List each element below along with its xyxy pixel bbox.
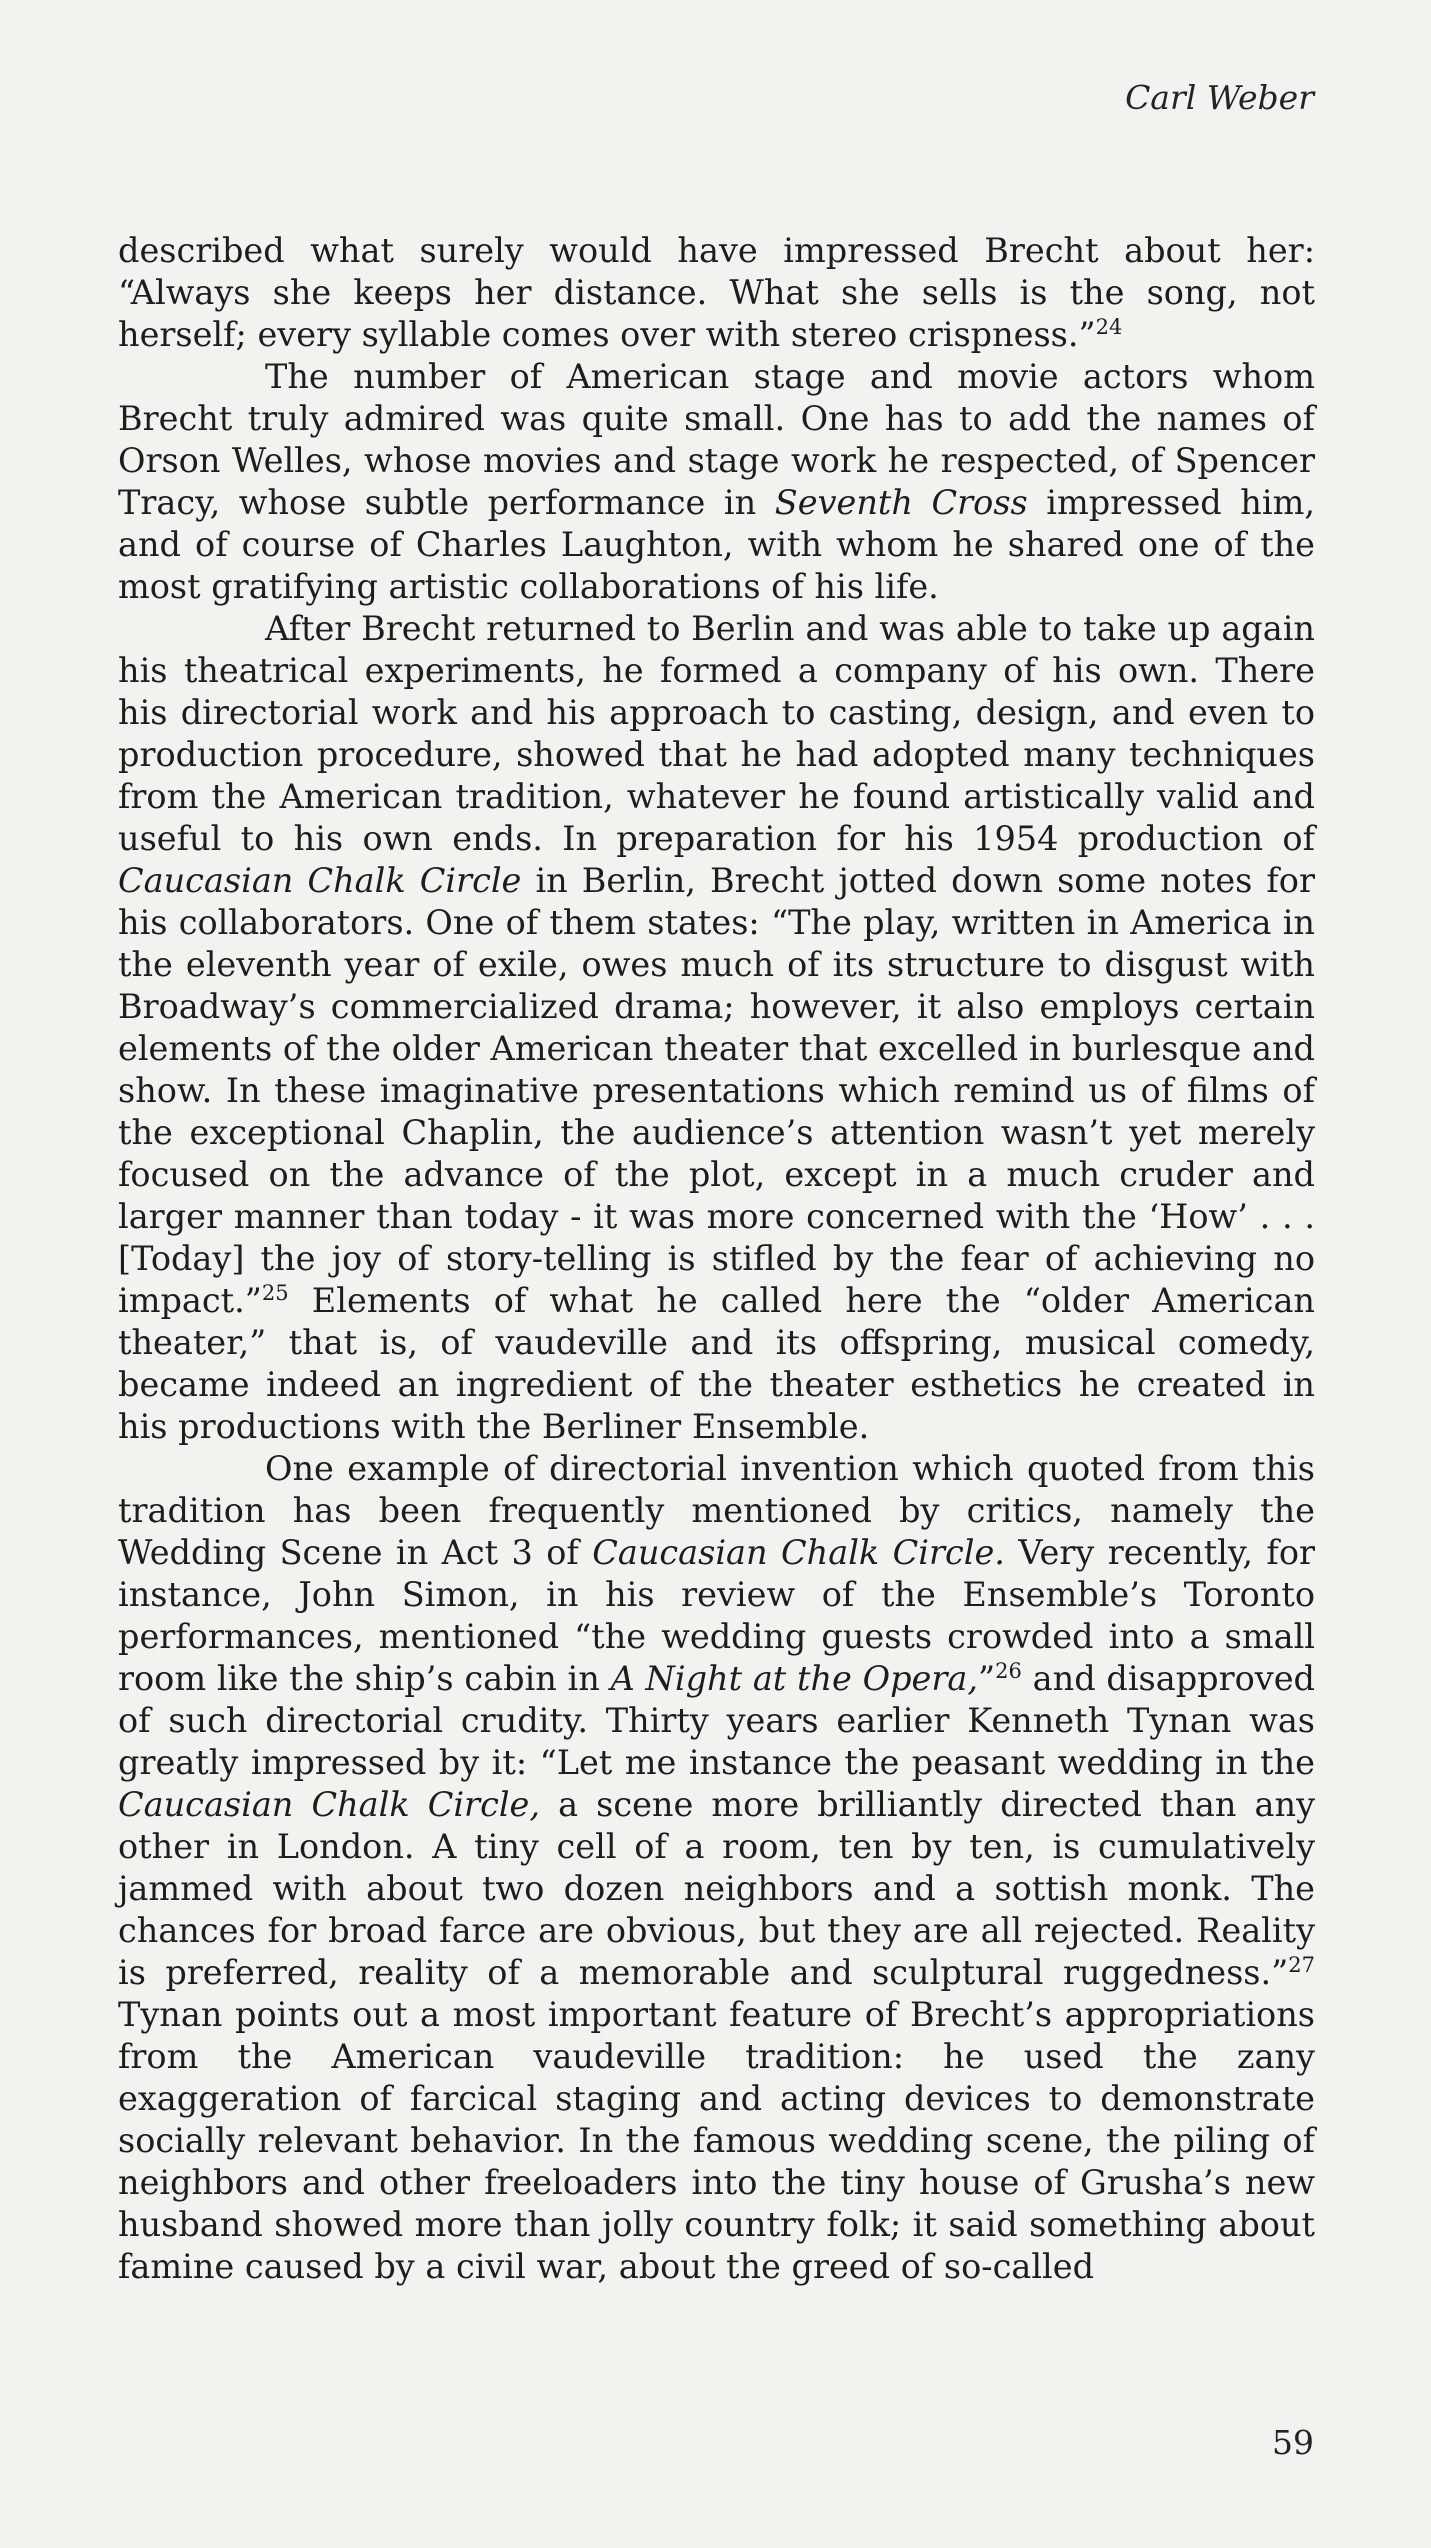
paragraph [118,608,1315,1448]
text-segment: One example of directorial invention which quoted from this tradition has been frequently mentioned by critics, namely the Wedding Scene in Act 3 of [118,1449,1315,1572]
text-segment: in Berlin, Brecht jotted down some notes for his collaborators. One of them states: “The play, written in America in the eleventh year of exile, owes much of its structure to disgust with Broadway’s commercialized drama; however, it also employs certain elements of the older American theater that excelled in burlesque and show. In these imaginative presentations which remind us of films of the exceptional Chaplin, the audience’s attention wasn’t yet merely focused on the advance of the plot, except in a much cruder and larger manner than today - it was more concerned with the ‘How’ . . . [Today] the joy of story-telling is stifled by the fear of achieving no impact.” [118,861,1315,1320]
text-segment: Tynan points out a most important feature of Brecht’s appropriations from the American vaudeville tradition: he used the zany exaggeration of farcical staging and acting devices to demonstrate socially relevant behavior. In the famous wedding scene, the piling of neighbors and other freeloaders into the tiny house of Grusha’s new husband showed more than jolly country folk; it said something about famine caused by a civil war, about the greed of so-called [118,1995,1315,2286]
body-text [118,230,1315,2288]
footnote-ref: 27 [1288,1952,1315,1977]
work-title: Caucasian Chalk Circle, [118,1785,541,1824]
footnote-ref: 26 [995,1658,1022,1683]
work-title: Caucasian Chalk Circle [118,861,522,900]
text-segment: impressed him, and of course of Charles Laughton, with whom he shared one of the most gratifying artistic collaborations of his life. [118,483,1315,606]
paragraph [118,230,1315,356]
page-number: 59 [1272,2423,1314,2462]
footnote-ref: 25 [261,1280,289,1305]
text-segment: and disapproved of such directorial crudity. Thirty years earlier Kenneth Tynan was greatly impressed by it: “Let me instance the peasant wedding in the [118,1659,1315,1782]
work-title: Caucasian Chalk Circle. [592,1533,1005,1572]
text-segment: The number of American stage and movie actors whom Brecht truly admired was quite small. One has to add the names of Orson Welles, whose movies and stage work he respected, of Spencer Tracy, whose subtle performance in [118,357,1315,522]
text-segment: a scene more brilliantly directed than any other in London. A tiny cell of a room, ten by ten, is cumulatively jammed with about two dozen neighbors and a sottish monk. The chances for broad farce are obvious, but they are all rejected. Reality is preferred, reality of a memorable and sculptural ruggedness.” [118,1785,1316,1992]
running-head: Carl Weber [1125,78,1314,117]
work-title: A Night at the Opera, [610,1659,979,1698]
paragraph [118,1448,1315,2288]
text-segment: Very recently, for instance, John Simon, in his review of the Ensemble’s Toronto performances, mentioned “the wedding guests crowded into a small room like the ship’s cabin in [118,1533,1316,1698]
work-title: Seventh Cross [774,483,1028,522]
paragraph [118,356,1315,608]
text-segment: After Brecht returned to Berlin and was able to take up again his theatrical experiments, he formed a company of his own. There his directorial work and his approach to casting, design, and even to production procedure, showed that he had adopted many techniques from the American tradition, whatever he found artistically valid and useful to his own ends. In preparation for his 1954 production of [118,609,1315,858]
footnote-ref: 24 [1095,314,1123,339]
text-segment: ” [978,1659,996,1698]
text-segment: Elements of what he called here the “older American theater,” that is, of vaudeville and its offspring, musical comedy, became indeed an ingredient of the theater esthetics he created in his productions with the Berliner Ensemble. [118,1281,1315,1446]
text-segment: described what surely would have impressed Brecht about her: “Always she keeps her distance. What she sells is the song, not herself; every syllable comes over with stereo crispness.” [118,231,1315,354]
